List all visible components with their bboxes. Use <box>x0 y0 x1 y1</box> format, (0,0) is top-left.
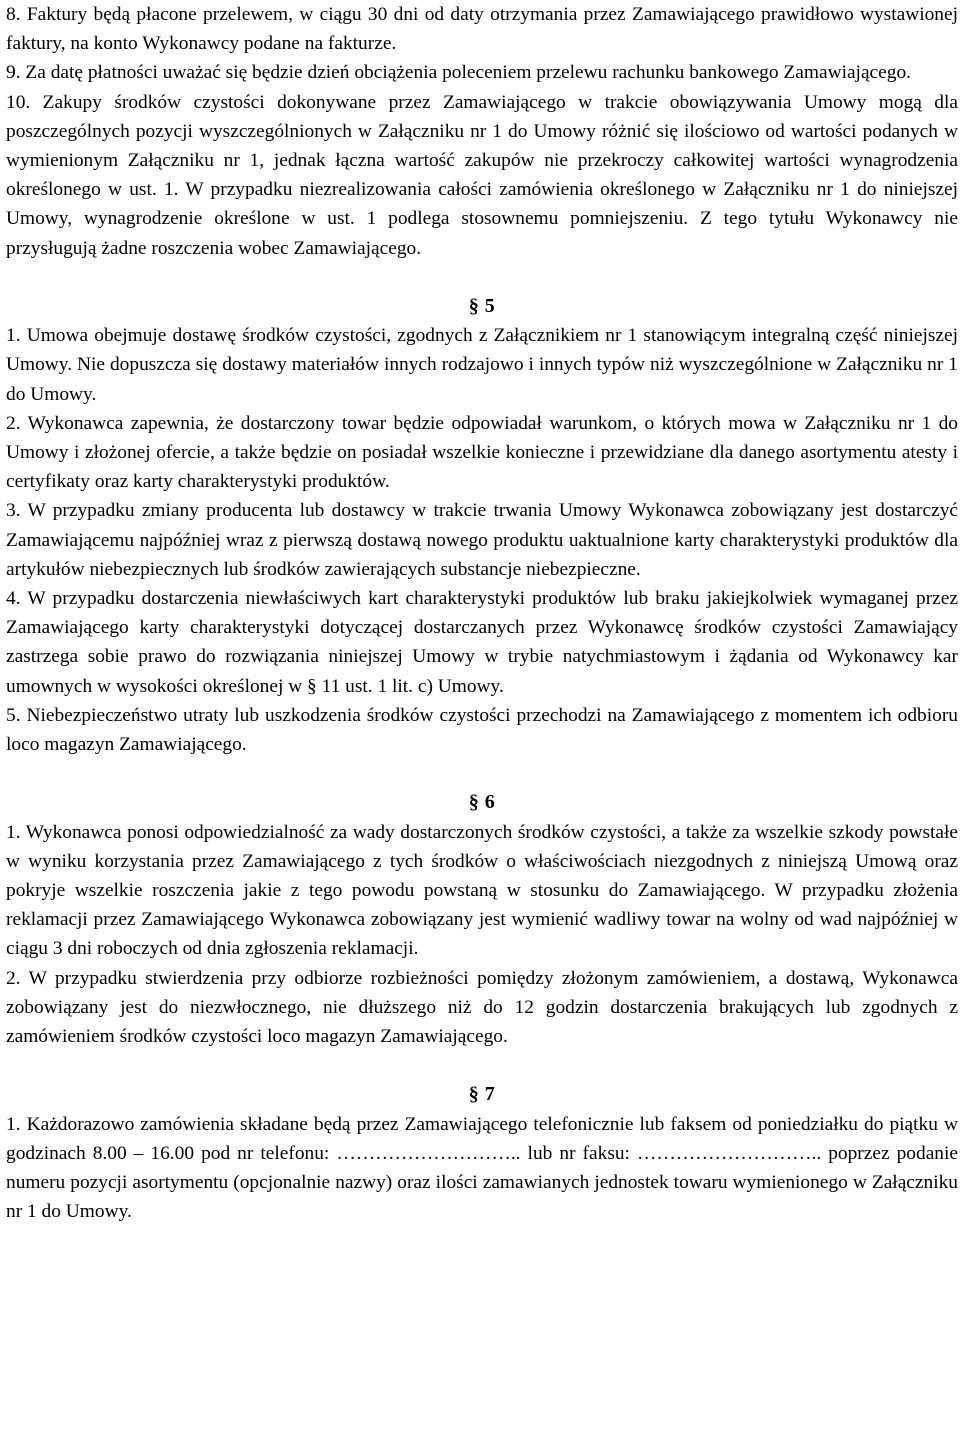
section-5-paragraph-1: 1. Umowa obejmuje dostawę środków czystości, zgodnych z Załącznikiem nr 1 stanowiącym integralną część niniejszej Umowy. Nie dopuszcza się dostawy materiałów innych rodzajowo i innych typów niż wyszczególnione w Załączniku nr 1 do Umowy. <box>6 325 958 405</box>
section-6-heading: § 6 <box>468 791 496 814</box>
paragraph-8: 8. Faktury będą płacone przelewem, w ciągu 30 dni od daty otrzymania przez Zamawiającego prawidłowo wystawionej faktury, na konto Wykonawcy podane na fakturze. <box>6 4 958 55</box>
spacer <box>6 263 958 292</box>
section-6-paragraph-1: 1. Wykonawca ponosi odpowiedzialność za wady dostarczonych środków czystości, a także za wszelkie szkody powstałe w wyniku korzystania przez Zamawiającego z tych środków o właściwościach niezgodnych z niniejszą Umową oraz pokryje wszelkie roszczenia jakie z tego powodu powstaną w stosunku do Zamawiającego. W przypadku złożenia reklamacji przez Zamawiającego Wykonawca zobowiązany jest wymienić wadliwy towar na wolny od wad najpóźniej w ciągu 3 dni roboczych od dnia zgłoszenia reklamacji. <box>6 821 958 960</box>
spacer <box>6 759 958 788</box>
document-page <box>6 0 958 1226</box>
spacer <box>6 1051 958 1080</box>
section-5-paragraph-5: 5. Niebezpieczeństwo utraty lub uszkodzenia środków czystości przechodzi na Zamawiającego z momentem ich odbioru loco magazyn Zamawiającego. <box>6 704 958 756</box>
paragraph-10: 10. Zakupy środków czystości dokonywane przez Zamawiającego w trakcie obowiązywania Umowy mogą dla poszczególnych pozycji wyszczególnionych w Załączniku nr 1 do Umowy różnić się ilościowo od wartości podanych w wymienionym Załączniku nr 1, jednak łączna wartość zakupów nie przekroczy całkowitej wartości wynagrodzenia określonego w ust. 1. W przypadku niezrealizowania całości zamówienia określonego w Załączniku nr 1 do niniejszej Umowy, wynagrodzenie określone w ust. 1 podlega stosownemu pomniejszeniu. Z tego tytułu Wykonawcy nie przysługują żadne roszczenia wobec Zamawiającego. <box>6 91 958 259</box>
section-6-paragraph-2: 2. W przypadku stwierdzenia przy odbiorze rozbieżności pomiędzy złożonym zamówieniem, a dostawą, Wykonawca zobowiązany jest do niezwłocznego, nie dłuższego niż do 12 godzin dostarczenia brakujących lub zgodnych z zamówieniem środków czystości loco magazyn Zamawiającego. <box>6 967 958 1048</box>
section-5-paragraph-2: 2. Wykonawca zapewnia, że dostarczony towar będzie odpowiadał warunkom, o których mowa w Załączniku nr 1 do Umowy i złożonej ofercie, a także będzie on posiadał wszelkie konieczne i przewidziane dla danego asortymentu atesty i certyfikaty oraz karty charakterystyki produktów. <box>6 412 958 493</box>
section-7-paragraph-1: 1. Każdorazowo zamówienia składane będą przez Zamawiającego telefonicznie lub faksem od poniedziałku do piątku w godzinach 8.00 – 16.00 pod nr telefonu: ……………………….. lub nr faksu: ……………………….. poprzez podanie numeru pozycji asortymentu (opcjonalnie nazwy) oraz ilości zamawianych jednostek towaru wymienionego w Załączniku nr 1 do Umowy. <box>6 1113 958 1223</box>
section-5-paragraph-3: 3. W przypadku zmiany producenta lub dostawcy w trakcie trwania Umowy Wykonawca zobowiązany jest dostarczyć Zamawiającemu najpóźniej wraz z pierwszą dostawą nowego produktu uaktualnione karty charakterystyki produktów dla artykułów niebezpiecznych lub środków zawierających substancje niebezpieczne. <box>6 500 958 580</box>
paragraph-9: 9. Za datę płatności uważać się będzie dzień obciążenia poleceniem przelewu rachunku bankowego Zamawiającego. <box>6 62 912 84</box>
section-7-heading: § 7 <box>468 1083 496 1106</box>
section-5-paragraph-4: 4. W przypadku dostarczenia niewłaściwych kart charakterystyki produktów lub braku jakiejkolwiek wymaganej przez Zamawiającego karty charakterystyki dotyczącej dostarczanych przez Wykonawcę środków czystości Zamawiający zastrzega sobie prawo do rozwiązania niniejszej Umowy w trybie natychmiastowym i żądania od Wykonawcy kar umownych w wysokości określonej w § 11 ust. 1 lit. c) Umowy. <box>6 588 958 697</box>
section-5-heading: § 5 <box>468 295 496 318</box>
